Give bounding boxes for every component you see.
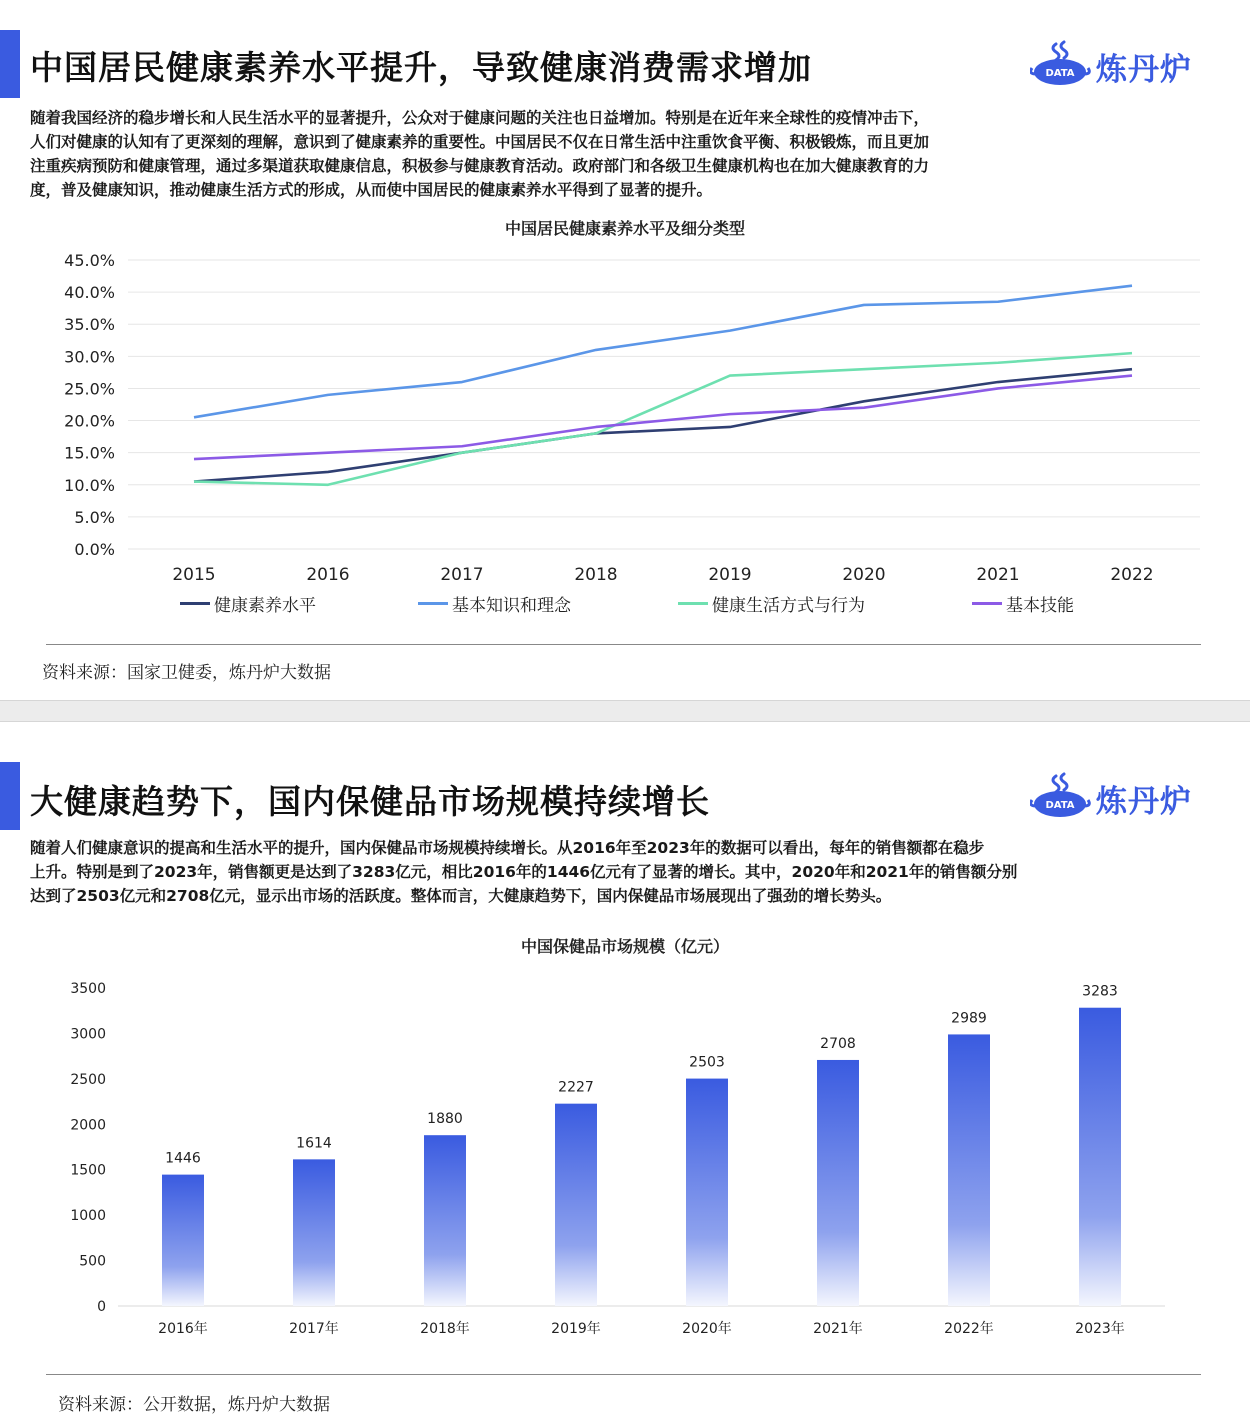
divider <box>46 1374 1201 1375</box>
y-tick-label: 30.0% <box>64 347 115 367</box>
bar <box>686 1079 728 1306</box>
logo-text: 炼丹炉 <box>1096 784 1192 820</box>
line-chart-title: 中国居民健康素养水平及细分类型 <box>504 219 745 238</box>
bar-value-label: 2503 <box>689 1054 725 1071</box>
legend-swatch <box>418 602 448 605</box>
legend-label: 基本知识和理念 <box>452 595 571 616</box>
y-tick-label: 20.0% <box>64 411 115 431</box>
y-tick-label: 40.0% <box>64 283 115 303</box>
legend-swatch <box>972 602 1002 605</box>
bar <box>162 1175 204 1306</box>
paragraph-line: 随着人们健康意识的提高和生活水平的提升，国内保健品市场规模持续增长。从2016年至2023年的数据可以看出，每年的销售额都在稳步 <box>30 839 985 857</box>
paragraph-line: 随着我国经济的稳步增长和人民生活水平的显著提升，公众对于健康问题的关注也日益增加。特别是在近年来全球性的疫情冲击下， <box>30 109 930 127</box>
x-tick-label: 2015 <box>172 565 216 585</box>
x-tick-label: 2016 <box>306 565 350 585</box>
x-tick-label: 2016年 <box>158 1321 208 1337</box>
y-tick-label: 0 <box>97 1299 106 1315</box>
legend-item <box>418 592 571 614</box>
y-tick-label: 500 <box>79 1253 106 1270</box>
legend-item <box>180 592 316 614</box>
x-tick-label: 2019年 <box>551 1321 601 1337</box>
x-tick-label: 2018年 <box>420 1321 470 1337</box>
x-tick-label: 2022 <box>1110 565 1154 585</box>
bar-value-label: 3283 <box>1082 983 1118 1000</box>
legend-label: 健康素养水平 <box>214 595 316 616</box>
y-tick-label: 1000 <box>70 1208 106 1225</box>
bar <box>424 1135 466 1306</box>
x-tick-label: 2021 <box>976 565 1020 585</box>
bar <box>948 1034 990 1306</box>
legend-swatch <box>180 602 210 605</box>
series-line <box>194 286 1132 418</box>
x-tick-label: 2023年 <box>1075 1321 1125 1337</box>
x-tick-label: 2020年 <box>682 1321 732 1337</box>
y-tick-label: 10.0% <box>64 475 115 495</box>
bar-value-label: 2227 <box>558 1079 594 1096</box>
paragraph-line: 度，普及健康知识，推动健康生活方式的形成，从而使中国居民的健康素养水平得到了显著的提升。 <box>30 181 713 199</box>
legend-item <box>972 592 1074 614</box>
x-tick-label: 2020 <box>842 565 886 585</box>
series-line <box>194 353 1132 485</box>
page-title: 大健康趋势下，国内保健品市场规模持续增长 <box>30 782 710 821</box>
bar <box>555 1104 597 1306</box>
paragraph-line: 人们对健康的认知有了更深刻的理解，意识到了健康素养的重要性。中国居民不仅在日常生活中注重饮食平衡、积极锻炼，而且更加 <box>30 133 930 151</box>
bar-chart-title: 中国保健品市场规模（亿元） <box>520 937 729 956</box>
panel-separator <box>0 700 1250 722</box>
x-tick-label: 2021年 <box>813 1321 863 1337</box>
y-tick-label: 3500 <box>70 981 106 997</box>
bar-value-label: 2989 <box>951 1010 987 1027</box>
y-tick-label: 2500 <box>70 1071 106 1088</box>
bar-value-label: 2708 <box>820 1035 856 1052</box>
y-tick-label: 3000 <box>70 1026 106 1043</box>
y-tick-label: 2000 <box>70 1117 106 1134</box>
bar <box>293 1159 335 1306</box>
logo-text: 炼丹炉 <box>1096 52 1192 88</box>
logo-badge-text: DATA <box>1045 68 1075 79</box>
y-tick-label: 5.0% <box>74 507 115 527</box>
paragraph-line: 达到了2503亿元和2708亿元，显示出市场的活跃度。整体而言，大健康趋势下，国内保健品市场展现出了强劲的增长势头。 <box>30 887 892 905</box>
legend-item <box>678 592 865 614</box>
y-tick-label: 45.0% <box>64 251 115 270</box>
bar-chart <box>0 722 1250 1428</box>
source-note: 资料来源：国家卫健委，炼丹炉大数据 <box>42 663 331 683</box>
logo-badge-text: DATA <box>1045 800 1075 811</box>
bar-value-label: 1614 <box>296 1135 332 1152</box>
paragraph-line: 上升。特别是到了2023年，销售额更是达到了3283亿元，相比2016年的1446亿元有了显著的增长。其中，2020年和2021年的销售额分别 <box>30 863 1018 881</box>
bar-value-label: 1880 <box>427 1111 463 1128</box>
line-chart-panel <box>0 0 1250 700</box>
x-tick-label: 2017年 <box>289 1321 339 1337</box>
x-tick-label: 2018 <box>574 565 618 585</box>
y-tick-label: 0.0% <box>74 540 115 559</box>
x-tick-label: 2022年 <box>944 1321 994 1337</box>
series-line <box>194 369 1132 481</box>
x-tick-label: 2019 <box>708 565 752 585</box>
bar-value-label: 1446 <box>165 1150 201 1167</box>
source-note: 资料来源：公开数据，炼丹炉大数据 <box>58 1395 330 1415</box>
y-tick-label: 15.0% <box>64 443 115 463</box>
y-tick-label: 35.0% <box>64 315 115 335</box>
divider <box>46 644 1201 645</box>
x-tick-label: 2017 <box>440 565 484 585</box>
legend-label: 健康生活方式与行为 <box>712 595 865 616</box>
bar <box>817 1060 859 1306</box>
paragraph-line: 注重疾病预防和健康管理，通过多渠道获取健康信息，积极参与健康教育活动。政府部门和各级卫生健康机构也在加大健康教育的力 <box>30 157 930 175</box>
y-tick-label: 25.0% <box>64 379 115 399</box>
bar <box>1079 1008 1121 1306</box>
page-title: 中国居民健康素养水平提升，导致健康消费需求增加 <box>30 48 812 87</box>
y-tick-label: 1500 <box>70 1162 106 1179</box>
legend-label: 基本技能 <box>1006 595 1074 616</box>
bar-chart-panel <box>0 722 1250 1428</box>
legend-swatch <box>678 602 708 605</box>
